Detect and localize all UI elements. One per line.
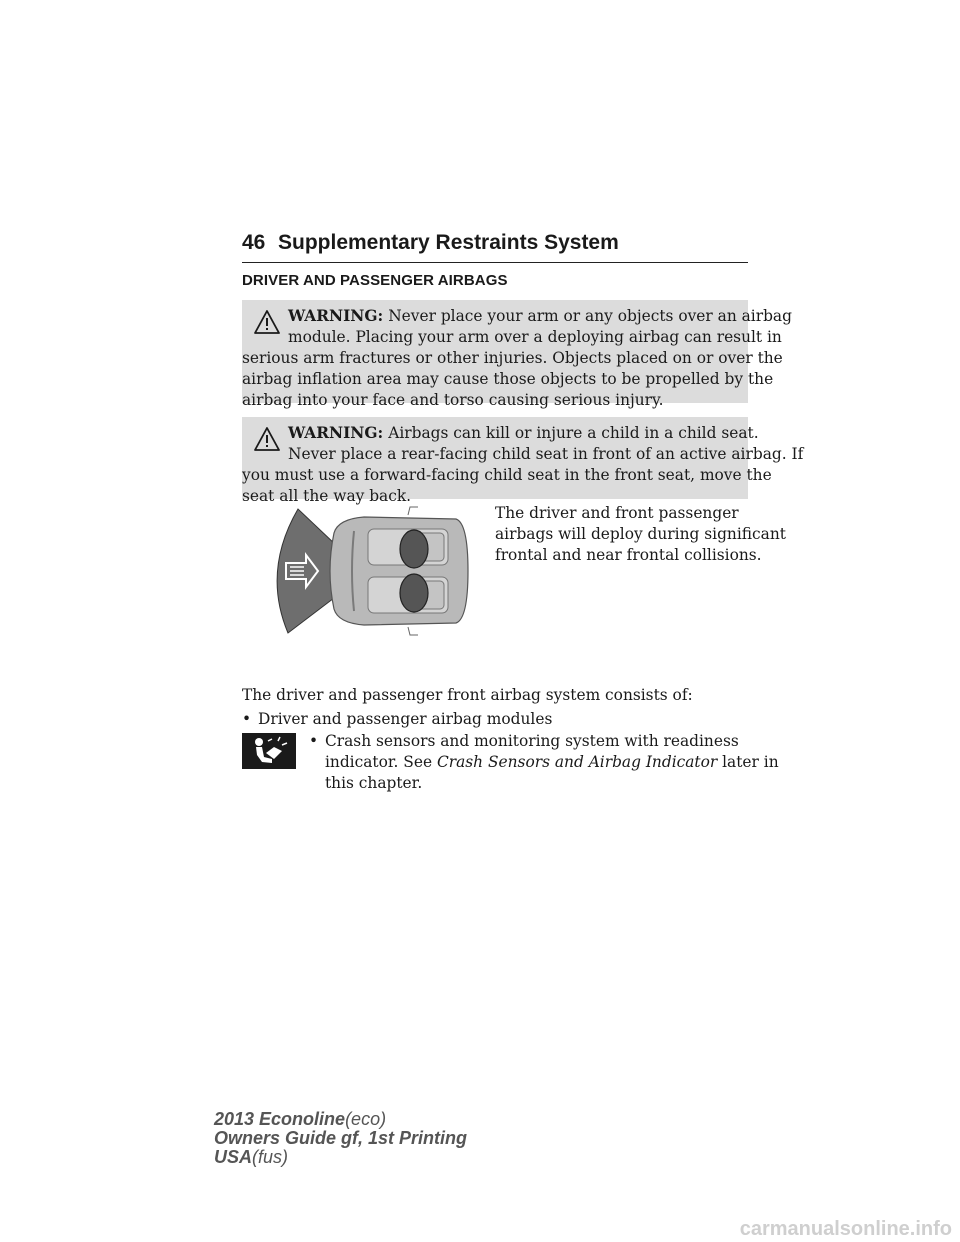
- warning-label: WARNING:: [288, 424, 384, 442]
- warning-text-line: Airbags can kill or injure a child in a child seat.: [388, 424, 759, 442]
- bullet-dot: •: [242, 710, 252, 728]
- warning-text-line: seat all the way back.: [242, 487, 412, 505]
- chapter-title: Supplementary Restraints System: [278, 231, 619, 254]
- warning-text-line: airbag into your face and torso causing serious injury.: [242, 391, 664, 409]
- driver-airbag: [400, 530, 428, 568]
- warning-label: WARNING:: [288, 307, 384, 325]
- list-item: [309, 731, 739, 752]
- list-item-text: later in: [717, 753, 779, 771]
- warning-text-line: airbag inflation area may cause those objects to be propelled by the: [242, 370, 774, 388]
- warning-text-line: module. Placing your arm over a deploying airbag can result in: [288, 328, 782, 346]
- airbag-deployment-diagram: [268, 505, 473, 637]
- warning-box: [242, 417, 804, 505]
- list-item-text: Driver and passenger airbag modules: [258, 710, 553, 728]
- list-item-text: indicator. See: [325, 753, 437, 771]
- warning-text-line: serious arm fractures or other injuries. Objects placed on or over the: [242, 349, 783, 367]
- footer-model-code: (eco): [345, 1109, 387, 1129]
- warning-triangle-icon: [254, 310, 280, 334]
- footer-model: 2013 Econoline: [214, 1109, 346, 1129]
- footer-market: USA: [214, 1147, 253, 1167]
- list-item-text: Crash sensors and monitoring system with readiness: [325, 732, 739, 750]
- warning-box: [242, 300, 792, 409]
- diagram-caption-line: airbags will deploy during significant: [495, 525, 786, 543]
- page-number: 46: [242, 231, 266, 254]
- passenger-airbag: [400, 574, 428, 612]
- list-item-text: this chapter.: [325, 774, 423, 792]
- warning-text-line: Never place your arm or any objects over an airbag: [388, 307, 792, 325]
- cross-reference: Crash Sensors and Airbag Indicator: [436, 753, 718, 771]
- section-title: DRIVER AND PASSENGER AIRBAGS: [242, 272, 508, 289]
- watermark: carmanualsonline.info: [739, 1218, 952, 1240]
- diagram-caption-line: frontal and near frontal collisions.: [495, 546, 762, 564]
- system-intro: The driver and passenger front airbag system consists of:: [242, 686, 693, 704]
- bullet-dot: •: [309, 732, 319, 750]
- list-item: [242, 709, 552, 730]
- diagram-caption-line: The driver and front passenger: [495, 504, 739, 522]
- page-header: [242, 228, 748, 263]
- warning-text-line: Never place a rear-facing child seat in front of an active airbag. If: [288, 445, 804, 463]
- airbag-indicator-icon: [242, 733, 296, 769]
- warning-triangle-icon: [254, 427, 280, 451]
- warning-text-line: you must use a forward-facing child seat in the front seat, move the: [242, 466, 772, 484]
- list-item-text: [325, 752, 779, 773]
- footer-printing: Owners Guide gf, 1st Printing: [214, 1128, 468, 1148]
- document-footer: [214, 1110, 467, 1167]
- car-top-view: [330, 507, 468, 635]
- footer-market-code: (fus): [252, 1147, 289, 1167]
